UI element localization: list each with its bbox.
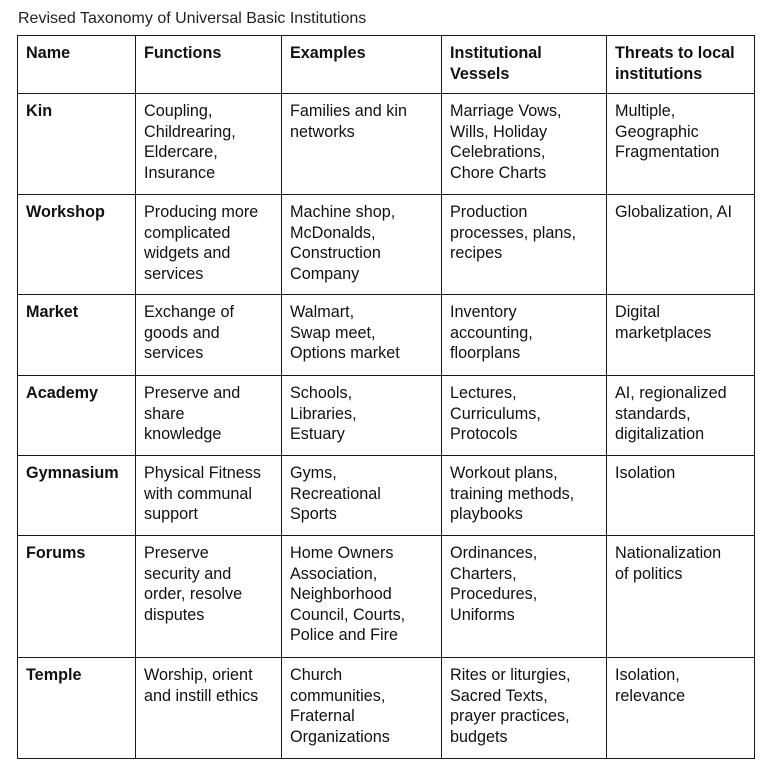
- cell-threats: Isolation: [607, 456, 755, 536]
- cell-functions: Exchange of goods and services: [136, 295, 282, 376]
- cell-examples: Church communities, Fraternal Organizations: [282, 658, 442, 759]
- table-row-workshop: [18, 195, 755, 295]
- cell-functions: Preserve security and order, resolve disputes: [136, 536, 282, 658]
- cell-vessels: Production processes, plans, recipes: [442, 195, 607, 295]
- header-institutional-vessels: Institutional Vessels: [442, 36, 607, 94]
- cell-name: Academy: [18, 376, 136, 456]
- taxonomy-table: [17, 35, 755, 759]
- cell-examples: Gyms, Recreational Sports: [282, 456, 442, 536]
- cell-threats: Nationalization of politics: [607, 536, 755, 658]
- cell-vessels: Workout plans, training methods, playbooks: [442, 456, 607, 536]
- cell-threats: Globalization, AI: [607, 195, 755, 295]
- cell-vessels: Lectures, Curriculums, Protocols: [442, 376, 607, 456]
- cell-threats: AI, regionalized standards, digitalization: [607, 376, 755, 456]
- cell-name: Market: [18, 295, 136, 376]
- header-functions: Functions: [136, 36, 282, 94]
- cell-vessels: Ordinances, Charters, Procedures, Uniforms: [442, 536, 607, 658]
- table-row-forums: [18, 536, 755, 658]
- table-row-market: [18, 295, 755, 376]
- table-caption: Revised Taxonomy of Universal Basic Institutions: [18, 10, 367, 27]
- header-name: Name: [18, 36, 136, 94]
- table-row-temple: [18, 658, 755, 759]
- cell-examples: Home Owners Association, Neighborhood Council, Courts, Police and Fire: [282, 536, 442, 658]
- cell-examples: Machine shop, McDonalds, Construction Company: [282, 195, 442, 295]
- cell-functions: Preserve and share knowledge: [136, 376, 282, 456]
- cell-functions: Producing more complicated widgets and services: [136, 195, 282, 295]
- cell-name: Workshop: [18, 195, 136, 295]
- cell-threats: Isolation, relevance: [607, 658, 755, 759]
- table-row-gymnasium: [18, 456, 755, 536]
- header-examples: Examples: [282, 36, 442, 94]
- cell-vessels: Rites or liturgies, Sacred Texts, prayer practices, budgets: [442, 658, 607, 759]
- cell-threats: Multiple, Geographic Fragmentation: [607, 94, 755, 195]
- cell-examples: Walmart, Swap meet, Options market: [282, 295, 442, 376]
- cell-examples: Schools, Libraries, Estuary: [282, 376, 442, 456]
- cell-name: Temple: [18, 658, 136, 759]
- cell-name: Gymnasium: [18, 456, 136, 536]
- cell-examples: Families and kin networks: [282, 94, 442, 195]
- cell-functions: Physical Fitness with communal support: [136, 456, 282, 536]
- cell-functions: Coupling, Childrearing, Eldercare, Insurance: [136, 94, 282, 195]
- cell-name: Forums: [18, 536, 136, 658]
- cell-threats: Digital marketplaces: [607, 295, 755, 376]
- table-row-academy: [18, 376, 755, 456]
- table-row-kin: [18, 94, 755, 195]
- cell-functions: Worship, orient and instill ethics: [136, 658, 282, 759]
- cell-vessels: Inventory accounting, floorplans: [442, 295, 607, 376]
- table-header-row: [18, 36, 755, 94]
- cell-name: Kin: [18, 94, 136, 195]
- cell-vessels: Marriage Vows, Wills, Holiday Celebrations, Chore Charts: [442, 94, 607, 195]
- header-threats: Threats to local institutions: [607, 36, 755, 94]
